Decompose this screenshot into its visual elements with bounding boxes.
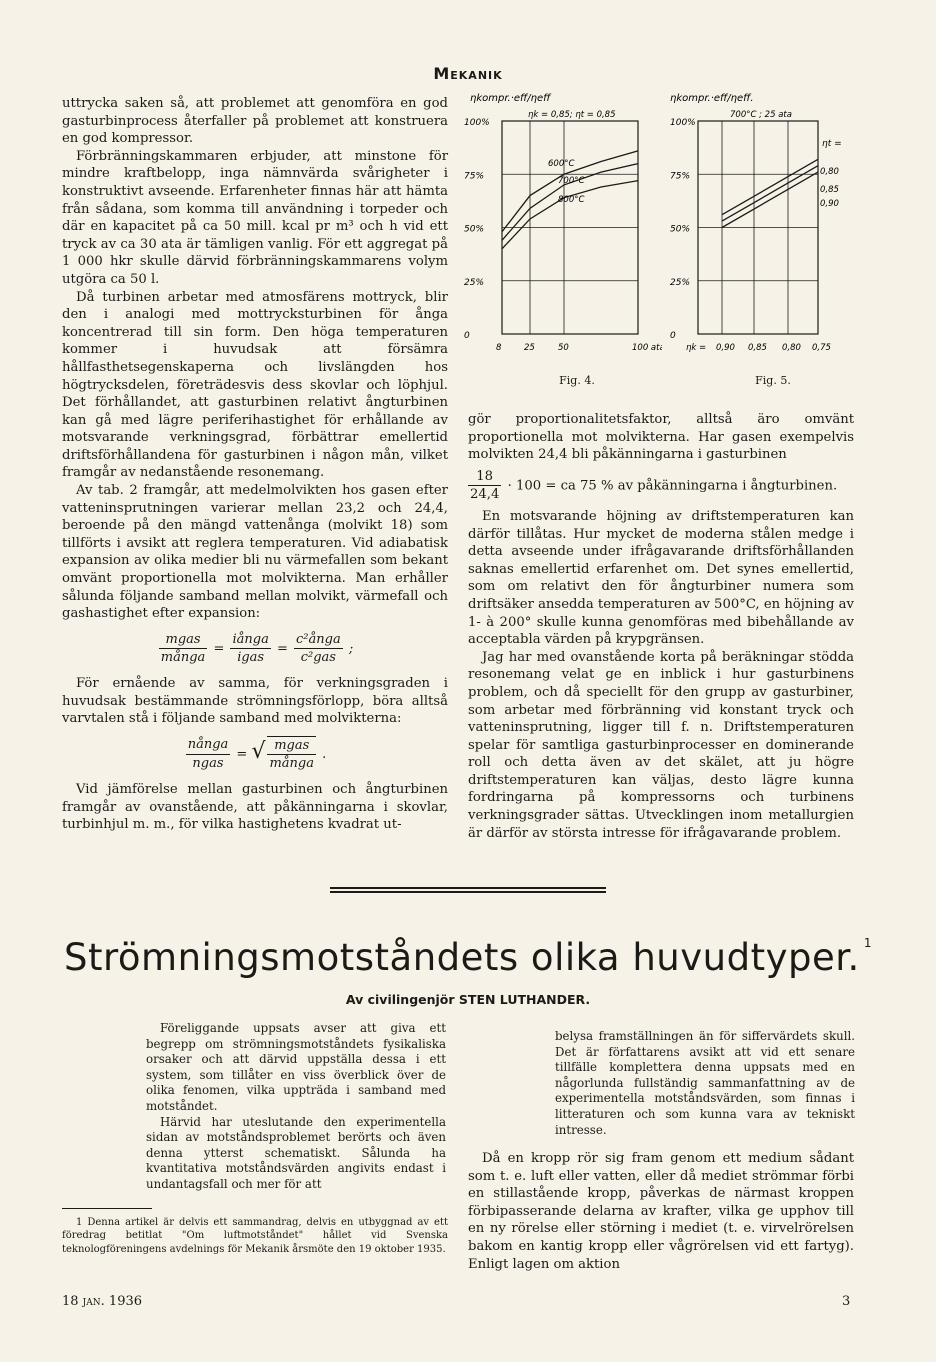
fig5-chart	[668, 88, 868, 380]
article-title	[0, 936, 936, 979]
fig4-y-title: ηkompr.·eff/ηeff	[470, 93, 551, 104]
footer-date: 18 jan. 1936	[62, 1294, 143, 1309]
left-column	[62, 95, 448, 834]
article-byline: Av civilingenjör STEN LUTHANDER.	[345, 992, 591, 1007]
paragraph: Jag har med ovanstående korta på beräkningar stödda resonemang velat ge en inblick i hur gasturbinens problem, och då speciellt för den grupp av gasturbiner, som arbetar med förbränning vid konstant tryck och vatteninsprutning, ligger till f. n. Driftstemperaturen spelar för samtliga gasturbinprocesser en dominerande roll och detta även av det skälet, att ju högre driftstemperaturen kan väljas, desto lägre kunna fordringarna på kompressorns och turbinens verkningsgrader sättas. Utvecklingen inom metallurgien är därför av största intresse för ifrågavarande problem.	[468, 649, 854, 841]
f1-c-num: c²ånga	[294, 631, 343, 650]
y-tick-label: 50%	[670, 224, 691, 235]
paragraph: Föreliggande uppsats avser att giva ett begrepp om strömningsmotståndets fysikaliska orsaker och att därvid uppställa dessa i ett system, som tillåter en viss överblick över de olika fenomen, vilka uppträda i samband med motståndet.	[146, 1021, 446, 1113]
ratio-rest: · 100 = ca 75 % av påkänningarna i ångturbinen.	[507, 478, 838, 494]
f1-a-num: mgas	[159, 631, 208, 650]
f2-b-num: mgas	[267, 737, 316, 756]
intro-left	[146, 1021, 446, 1193]
x-tick-label: 8	[496, 343, 502, 353]
figure-5	[668, 88, 868, 398]
series-label: 700°C	[558, 176, 585, 186]
y-tick-label: 0	[464, 331, 470, 341]
f1-b-den: igas	[237, 650, 265, 666]
f2-a-num: nånga	[186, 736, 231, 755]
fig5-caption: Fig. 5.	[755, 374, 791, 387]
page-number: 3	[842, 1294, 851, 1309]
right-column	[468, 411, 854, 842]
paragraph: Härvid har uteslutande den experimentella sidan av motståndsproblemet berörts och även denna ytterst schematiskt. Sålunda ha kvantitativa motståndsvärden angivits endast i undantagsfall och mer för att	[146, 1114, 446, 1191]
fig4-caption: Fig. 4.	[559, 374, 595, 387]
figure-4	[462, 88, 662, 398]
footnote-mark: 1	[76, 1217, 83, 1228]
paragraph: uttrycka saken så, att problemet att genomföra en god gasturbinprocess återfaller på problemet att konstruera en god kompressor.	[62, 96, 448, 147]
series-label: 0,80	[820, 167, 839, 177]
series-line	[502, 181, 638, 249]
fig5-legend-title: ηt =	[822, 139, 842, 149]
f1-a-den: många	[160, 650, 206, 666]
x-tick-label: 0,85	[748, 343, 767, 353]
paragraph: En motsvarande höjning av driftstemperaturen kan därför tillåtas. Hur mycket de moderna stålen medge i detta avseende under ifrågavarande driftsförhållanden saknas emellertid erfarenhet om. Det synes emellertid, som om relativt den för ångturbiner numera som driftsäker ansedda temperaturen av 500°C, en höjning av 1- à 200° skulle kunna genomföras med bibehållande av acceptabla värden på krypgränsen.	[468, 508, 854, 648]
y-tick-label: 75%	[670, 171, 691, 182]
formula-molvikt: $\frac{\text{mgas}}{\text{många}}$ = $\frac{\text{iånga}}{\text{igas}}$ = $\frac{\text{c²ånga}}{\text{c²gas}}$ ;	[160, 631, 354, 666]
x-tick-label: 0,90	[716, 343, 735, 353]
paragraph: Av tab. 2 framgår, att medelmolvikten hos gasen efter vatteninsprutningen varierar mellan 23,2 och 24,4, beroende på den mängd vattenånga (molvikt 18) som tillförts i avsikt att reglera temperaturen. Vid adiabatisk expansion av olika medier bli nu värmefallen som bekant omvänt proportionella mot molvikterna. Man erhåller sålunda följande samband mellan molvikt, värmefall och gashastighet efter expansion:	[62, 483, 448, 622]
paragraph: gör proportionalitetsfaktor, alltså äro omvänt proportionella mot molvikterna. Har gasen exempelvis molvikten 24,4 bli påkänningarna i gasturbinen	[468, 412, 854, 463]
y-tick-label: 100%	[464, 118, 490, 128]
y-tick-label: 100%	[670, 118, 696, 128]
y-tick-label: 0	[670, 331, 676, 341]
footnote-text: Denna artikel är delvis ett sammandrag, delvis en utbyggnad av ett föredrag betitlat "Om luftmotståndet" hållet vid Svenska teknologföreningens avdelnings för Mekanik årsmöte den 19 oktober 1935.	[62, 1217, 448, 1255]
f2-b-den: många	[269, 756, 315, 772]
f1-b-num: iånga	[230, 631, 270, 650]
intro-right: belysa framställningen än för siffervärdets skull. Det är författarens avsikt att vid ett senare tillfälle komplettera denna uppsats med en någorlunda fullständig sammanfattning av de experimentella motståndsvärden, som finnas i litteraturen och som kunna vara av tekniskt intresse.	[555, 1029, 855, 1137]
paragraph: För ernående av samma, för verkningsgraden i huvudsak bestämmande strömningsförlopp, böra alltså varvtalen stå i följande samband med molvikterna:	[62, 676, 448, 727]
article-title-text: Strömningsmotståndets olika huvudtyper.	[64, 936, 860, 979]
divider-rule-bottom	[330, 891, 606, 893]
ratio-den: 24,4	[470, 487, 500, 503]
series-label: 0,90	[820, 199, 839, 209]
body-right	[468, 1150, 854, 1273]
x-tick-label: 50	[558, 343, 569, 353]
series-line	[722, 172, 818, 227]
y-tick-label: 25%	[464, 277, 485, 288]
footnote	[62, 1216, 448, 1256]
fig5-y-title: ηkompr.·eff/ηeff.	[670, 93, 754, 104]
formula-varvtal: $\frac{\text{nånga}}{\text{ngas}}$ = √ $\frac{\text{mgas}}{\text{många}}$ .	[187, 737, 327, 772]
f2-a-den: ngas	[192, 755, 224, 771]
x-tick-label: 25	[524, 343, 535, 353]
fig4-params: ηk = 0,85; ηt = 0,85	[528, 110, 616, 120]
x-axis-prefix: ηk =	[686, 343, 707, 353]
x-tick-label: 0,75	[812, 343, 831, 353]
f1-c-den: c²gas	[300, 650, 336, 666]
series-label: 0,85	[820, 185, 839, 195]
series-line	[722, 159, 818, 214]
paragraph: Då en kropp rör sig fram genom ett medium sådant som t. e. luft eller vatten, eller då mediet strömmar förbi en stillastående kropp, påverkas de närmast kroppen förbipasserande delarna av krafter, vilka ge upphov till en ny rörelse eller störning i mediet (t. e. virvelrörelsen bakom en kantig kropp eller vågrörelsen vid ett fartyg). Enligt lagen om aktion	[468, 1151, 854, 1272]
series-label: 800°C	[558, 195, 585, 205]
x-tick-label: 100 ata	[632, 343, 662, 353]
footnote-rule	[62, 1208, 152, 1209]
fig5-params: 700°C ; 25 ata	[730, 110, 792, 120]
y-tick-label: 25%	[670, 277, 691, 288]
section-header: Mekanik	[433, 64, 503, 83]
title-footnote-mark: 1	[863, 936, 872, 950]
ratio-formula	[468, 468, 854, 504]
paragraph: Vid jämförelse mellan gasturbinen och ångturbinen framgår av ovanstående, att påkänningarna i skovlar, turbinhjul m. m., för vilka hastighetens kvadrat ut-	[62, 781, 448, 833]
y-tick-label: 75%	[464, 171, 485, 182]
y-tick-label: 50%	[464, 224, 485, 235]
series-label: 600°C	[548, 159, 575, 169]
ratio-num: 18	[468, 468, 501, 487]
fig4-chart	[462, 88, 662, 380]
paragraph: Då turbinen arbetar med atmosfärens mottryck, blir den i analogi med mottrycksturbinen för ånga koncentrerad till sin form. Den höga temperaturen kommer i huvudsak att försämra hållfasthetsegenskaperna och livslängden hos högtrycksdelen, företrädesvis dess skovlar och löphjul. Det förhållandet, att gasturbinen relativt ångturbinen kan gå med lägre periferihastighet för erhållande av motsvarande verkningsgrad, förbättrar emellertid driftsförhållandena för gasturbinen i någon mån, vilket framgår av nedanstående resonemang.	[62, 289, 448, 481]
x-tick-label: 0,80	[782, 343, 801, 353]
paragraph: Förbränningskammaren erbjuder, att minstone för mindre kraftbelopp, inga nämnvärda svårigheter i konstruktivt avseende. Erfarenheter finnas här att hämta från sådana, som komma till användning i torpeder och där en kapacitet på ca 50 mill. kcal pr m³ och h vid ett tryck av ca 30 ata är tämligen vanlig. För ett aggregat på 1 000 hkr skulle därvid förbränningskammarens volym utgöra ca 50 l.	[62, 148, 448, 287]
divider-rule-top	[330, 887, 606, 889]
